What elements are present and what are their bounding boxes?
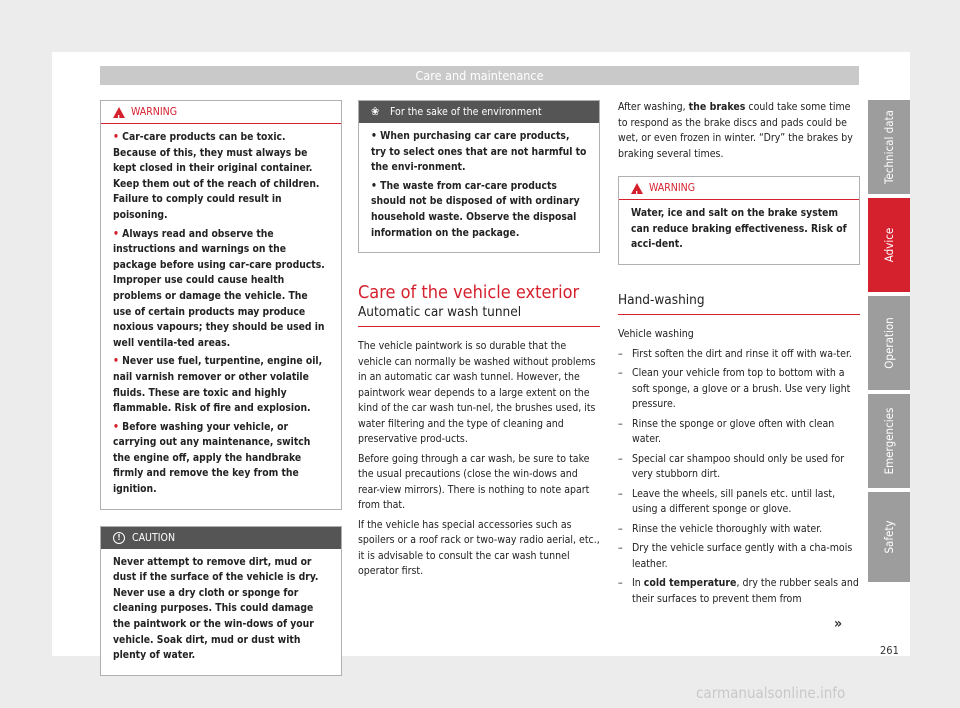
tab-advice[interactable]: Advice [868,198,910,292]
tab-safety[interactable]: Safety [868,492,910,582]
warning-item: Never use fuel, turpentine, engine oil, nail varnish remover or other volatile fluids. These are toxic and highly flammable. Risk of fire and explosion. [113,355,323,415]
list-item: – Rinse the vehicle thoroughly with water. [618,522,860,538]
warning-triangle-icon [113,107,125,118]
environment-item: When purchasing car care products, try to select ones that are not harmful to the envi-ronment. [371,130,587,174]
list-item: – In cold temperature, dry the rubber seals and their surfaces to prevent them from [618,576,860,607]
warning-item: Car-care products can be toxic. Because of this, they must always be kept closed in their original container. Keep them out of the reach of children. Failure to comply could result in poisoning. [113,131,320,221]
bullet-icon: • [113,227,119,240]
environment-title: For the sake of the environment [390,106,542,118]
list-item: – Clean your vehicle from top to bottom with a soft sponge, a glove or a brush. Use very light pressure. [618,366,860,413]
environment-item: The waste from car-care products should not be disposed of with ordinary household waste. Observe the disposal information on the package. [371,179,580,239]
caution-box [100,526,342,676]
warning-title: WARNING [131,106,178,118]
bullet-icon: • [113,420,119,433]
bullet-icon: • [371,130,377,142]
subsection-title: Hand-washing [618,291,705,308]
page-number: 261 [880,644,899,657]
caution-text: Never attempt to remove dirt, mud or dust if the surface of the vehicle is dry. Never use a dry cloth or sponge for cleaning purposes. This could damage the paintwork or the win-dows of your vehicle. Soak dirt, mud or dust with plenty of water. [113,555,319,662]
paragraph: Before going through a car wash, be sure to take the usual precautions (close the win-dows and rear-view mirrors). There is nothing to note apart from that. [358,452,590,512]
list-title: Vehicle washing [618,328,694,341]
environment-flower-icon: ❀ [371,105,380,118]
list-item: – Leave the wheels, sill panels etc. until last, using a different sponge or glove. [618,487,860,518]
list-item: – Dry the vehicle surface gently with a cha-mois leather. [618,541,860,572]
brake-warning-box [618,176,860,265]
tab-operation[interactable]: Operation [868,296,910,390]
list-item: – Rinse the sponge or glove often with clean water. [618,417,860,448]
bullet-icon: • [113,131,119,143]
continue-mark: » [834,616,843,632]
tab-emergencies[interactable]: Emergencies [868,394,910,488]
left-column [100,100,342,676]
list-item: – First soften the dirt and rinse it off with wa-ter. [618,347,860,363]
paragraph: If the vehicle has special accessories such as spoilers or a roof rack or two-way radio aerial, etc., it is advisable to consult the car wash tunnel operator first. [358,518,600,578]
bullet-icon: • [113,355,119,368]
middle-column [358,100,600,584]
environment-box [358,100,600,253]
warning-triangle-icon [631,183,643,194]
list-item: – Special car shampoo should only be used for very stubborn dirt. [618,452,860,483]
warning-item: Before washing your vehicle, or carrying out any maintenance, switch the engine off, apply the handbrake firmly and remove the key from the ignition. [113,420,311,496]
tab-technical-data[interactable]: Technical data [868,100,910,194]
warning-text: Water, ice and salt on the brake system can reduce braking effectiveness. Risk of acci-dent. [631,207,847,251]
bullet-icon: • [371,179,377,192]
warning-item: Always read and observe the instructions and warnings on the package before using car-care products. Improper use could cause health problems or damage the vehicle. The use of certain products may produce noxious vapours; they should be used in well ventila-ted areas. [113,227,325,349]
warning-box [100,100,342,510]
subsection-title: Automatic car wash tunnel [358,303,522,320]
paragraph: The vehicle paintwork is so durable that the vehicle can normally be washed without problems in an automatic car wash tunnel. However, the paintwork wear depends to a large extent on the kind of the car wash tun-nel, the brushes used, its water filtering and the type of cleaning and preservative prod-ucts. [358,340,596,446]
caution-circle-icon: ! [113,532,125,544]
section-title: Care of the vehicle exterior [358,282,580,304]
warning-title: WARNING [649,182,696,194]
right-column [618,100,860,611]
intro-paragraph: After washing, the brakes could take some time to respond as the brake discs and pads could be wet, or even frozen in winter. “Dry” the brakes by braking several times. [618,101,853,160]
watermark: carmanualsonline.info [696,684,846,702]
page-header: Care and maintenance [100,66,859,85]
caution-title: CAUTION [132,531,176,544]
